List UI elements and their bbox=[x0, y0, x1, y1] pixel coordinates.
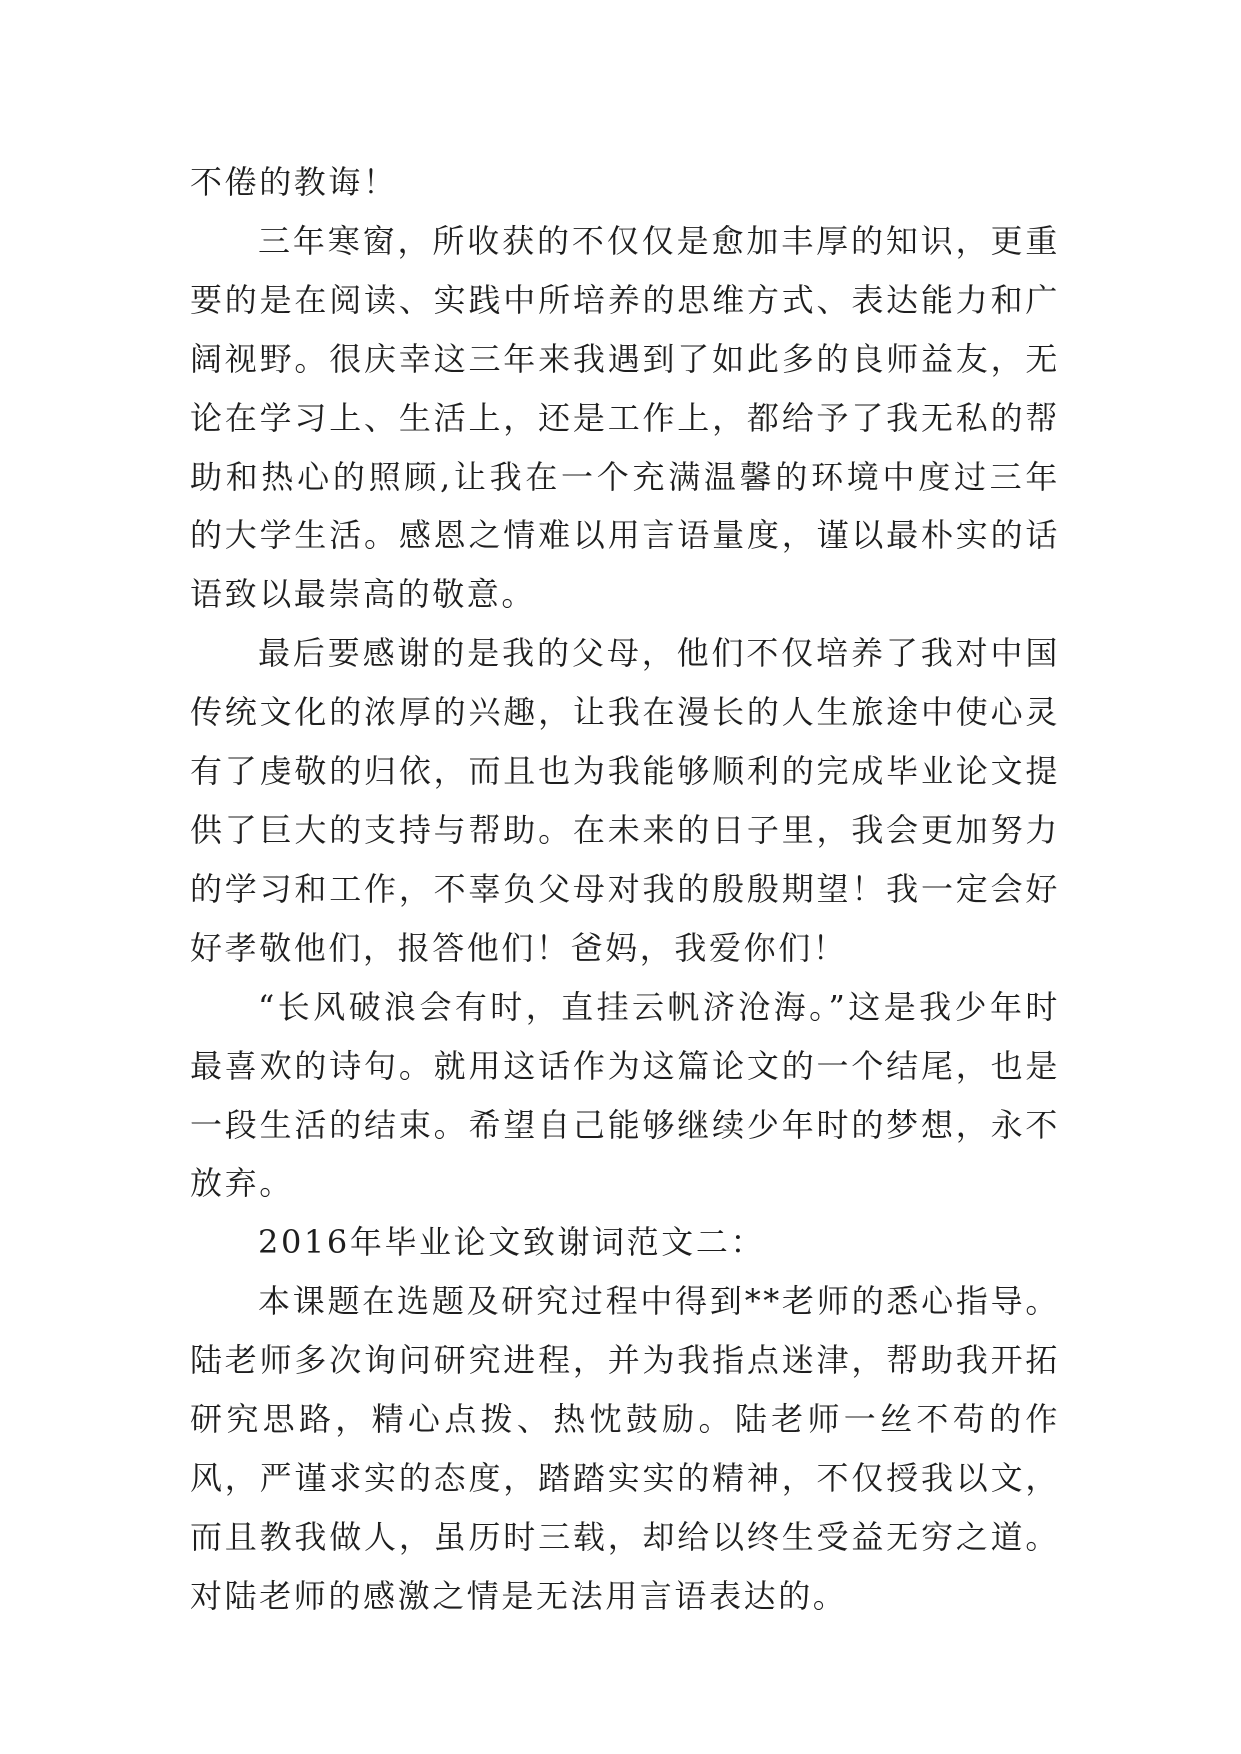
paragraph-advisor: 本课题在选题及研究过程中得到**老师的悉心指导。陆老师多次询问研究进程，并为我指点迷津，帮助我开拓研究思路，精心点拨、热忱鼓励。陆老师一丝不苟的作风，严谨求实的态度，踏踏实实的精神，不仅授我以文，而且教我做人，虽历时三载，却给以终生受益无穷之道。对陆老师的感激之情是无法用言语表达的。 bbox=[190, 1282, 1060, 1615]
paragraph-parents: 最后要感谢的是我的父母，他们不仅培养了我对中国传统文化的浓厚的兴趣，让我在漫长的人生旅途中使心灵有了虔敬的归依，而且也为我能够顺利的完成毕业论文提供了巨大的支持与帮助。在未来的日子里，我会更加努力的学习和工作，不辜负父母对我的殷殷期望！我一定会好好孝敬他们，报答他们！爸妈，我爱你们！ bbox=[190, 634, 1060, 967]
paragraph-three-years: 三年寒窗，所收获的不仅仅是愈加丰厚的知识，更重要的是在阅读、实践中所培养的思维方式、表达能力和广阔视野。很庆幸这三年来我遇到了如此多的良师益友，无论在学习上、生活上，还是工作上，都给予了我无私的帮助和热心的照顾,让我在一个充满温馨的环境中度过三年的大学生活。感恩之情难以用言语量度，谨以最朴实的话语致以最崇高的敬意。 bbox=[190, 221, 1060, 614]
paragraph-continuation: 不倦的教诲！ bbox=[190, 163, 398, 201]
document-body bbox=[190, 153, 1060, 1626]
paragraph-poem: “长风破浪会有时，直挂云帆济沧海。”这是我少年时最喜欢的诗句。就用这话作为这篇论文的一个结尾，也是一段生活的结束。希望自己能够继续少年时的梦想，永不放弃。 bbox=[190, 987, 1060, 1203]
section-heading: 2016年毕业论文致谢词范文二： bbox=[258, 1223, 766, 1262]
